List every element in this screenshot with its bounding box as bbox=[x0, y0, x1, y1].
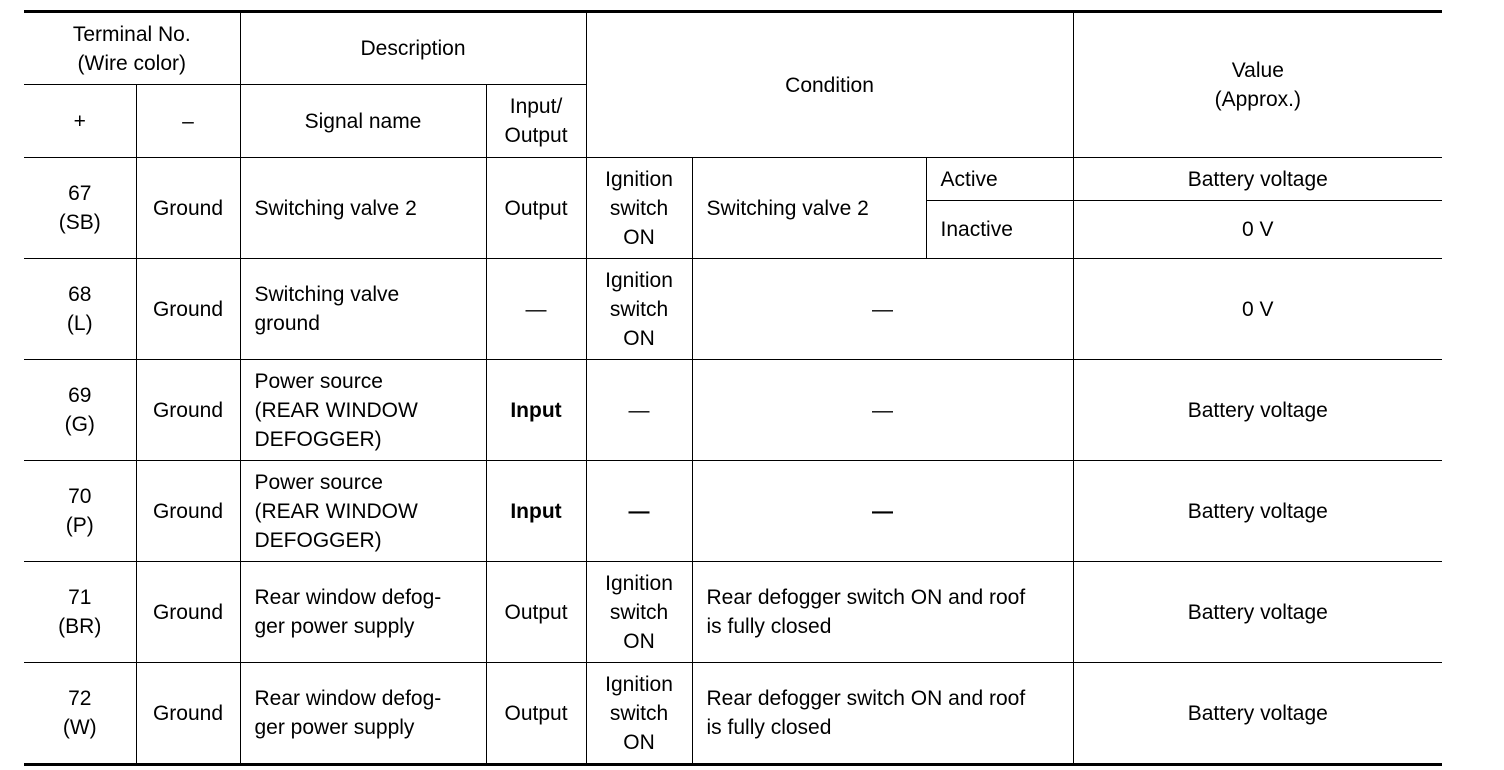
io-cell: Output bbox=[486, 663, 586, 765]
ground-cell: Ground bbox=[136, 360, 240, 461]
header-plus: + bbox=[24, 85, 136, 158]
table-row bbox=[24, 663, 1442, 765]
ground-cell: Ground bbox=[136, 158, 240, 259]
value-cell: 0 V bbox=[1073, 259, 1442, 360]
signal-name-cell: Rear window defog- ger power supply bbox=[240, 562, 486, 663]
header-signal-name: Signal name bbox=[240, 85, 486, 158]
io-cell: Output bbox=[486, 562, 586, 663]
terminal-cell: 69 (G) bbox=[24, 360, 136, 461]
header-input-output: Input/ Output bbox=[486, 85, 586, 158]
condition-cell: — bbox=[692, 360, 1073, 461]
header-terminal: Terminal No. (Wire color) bbox=[24, 12, 240, 85]
signal-name-cell: Switching valve ground bbox=[240, 259, 486, 360]
condition-cell: — bbox=[692, 259, 1073, 360]
signal-name-cell: Rear window defog- ger power supply bbox=[240, 663, 486, 765]
io-cell: Input bbox=[486, 461, 586, 562]
value-cell: Battery voltage bbox=[1073, 158, 1442, 201]
value-cell: 0 V bbox=[1073, 201, 1442, 259]
value-cell: Battery voltage bbox=[1073, 562, 1442, 663]
terminal-cell: 68 (L) bbox=[24, 259, 136, 360]
condition-cell: Rear defogger switch ON and roof is fully closed bbox=[692, 562, 1073, 663]
signal-name-cell: Power source (REAR WINDOW DEFOGGER) bbox=[240, 360, 486, 461]
header-minus: – bbox=[136, 85, 240, 158]
ground-cell: Ground bbox=[136, 259, 240, 360]
header-row-1 bbox=[24, 12, 1442, 85]
table-row bbox=[24, 461, 1442, 562]
value-cell: Battery voltage bbox=[1073, 663, 1442, 765]
header-value: Value (Approx.) bbox=[1073, 12, 1442, 158]
header-description: Description bbox=[240, 12, 586, 85]
terminal-spec-page bbox=[24, 10, 1442, 766]
state-cell: Active bbox=[926, 158, 1073, 201]
ignition-cell: Ignition switch ON bbox=[586, 562, 692, 663]
ground-cell: Ground bbox=[136, 562, 240, 663]
condition-cell: Rear defogger switch ON and roof is fully closed bbox=[692, 663, 1073, 765]
ignition-cell: — bbox=[586, 461, 692, 562]
header-condition: Condition bbox=[586, 12, 1073, 158]
terminal-cell: 70 (P) bbox=[24, 461, 136, 562]
terminal-cell: 72 (W) bbox=[24, 663, 136, 765]
io-cell: — bbox=[486, 259, 586, 360]
value-cell: Battery voltage bbox=[1073, 461, 1442, 562]
terminal-cell: 71 (BR) bbox=[24, 562, 136, 663]
ignition-cell: Ignition switch ON bbox=[586, 663, 692, 765]
state-cell: Inactive bbox=[926, 201, 1073, 259]
signal-name-cell: Power source (REAR WINDOW DEFOGGER) bbox=[240, 461, 486, 562]
ignition-cell: Ignition switch ON bbox=[586, 158, 692, 259]
value-cell: Battery voltage bbox=[1073, 360, 1442, 461]
terminal-spec-table bbox=[24, 10, 1442, 766]
signal-name-cell: Switching valve 2 bbox=[240, 158, 486, 259]
ignition-cell: Ignition switch ON bbox=[586, 259, 692, 360]
condition-cell: Switching valve 2 bbox=[692, 158, 926, 259]
table-row bbox=[24, 158, 1442, 201]
io-cell: Output bbox=[486, 158, 586, 259]
io-cell: Input bbox=[486, 360, 586, 461]
table-row bbox=[24, 360, 1442, 461]
ignition-cell: — bbox=[586, 360, 692, 461]
terminal-cell: 67 (SB) bbox=[24, 158, 136, 259]
condition-cell: — bbox=[692, 461, 1073, 562]
ground-cell: Ground bbox=[136, 663, 240, 765]
ground-cell: Ground bbox=[136, 461, 240, 562]
table-row bbox=[24, 562, 1442, 663]
table-row bbox=[24, 259, 1442, 360]
